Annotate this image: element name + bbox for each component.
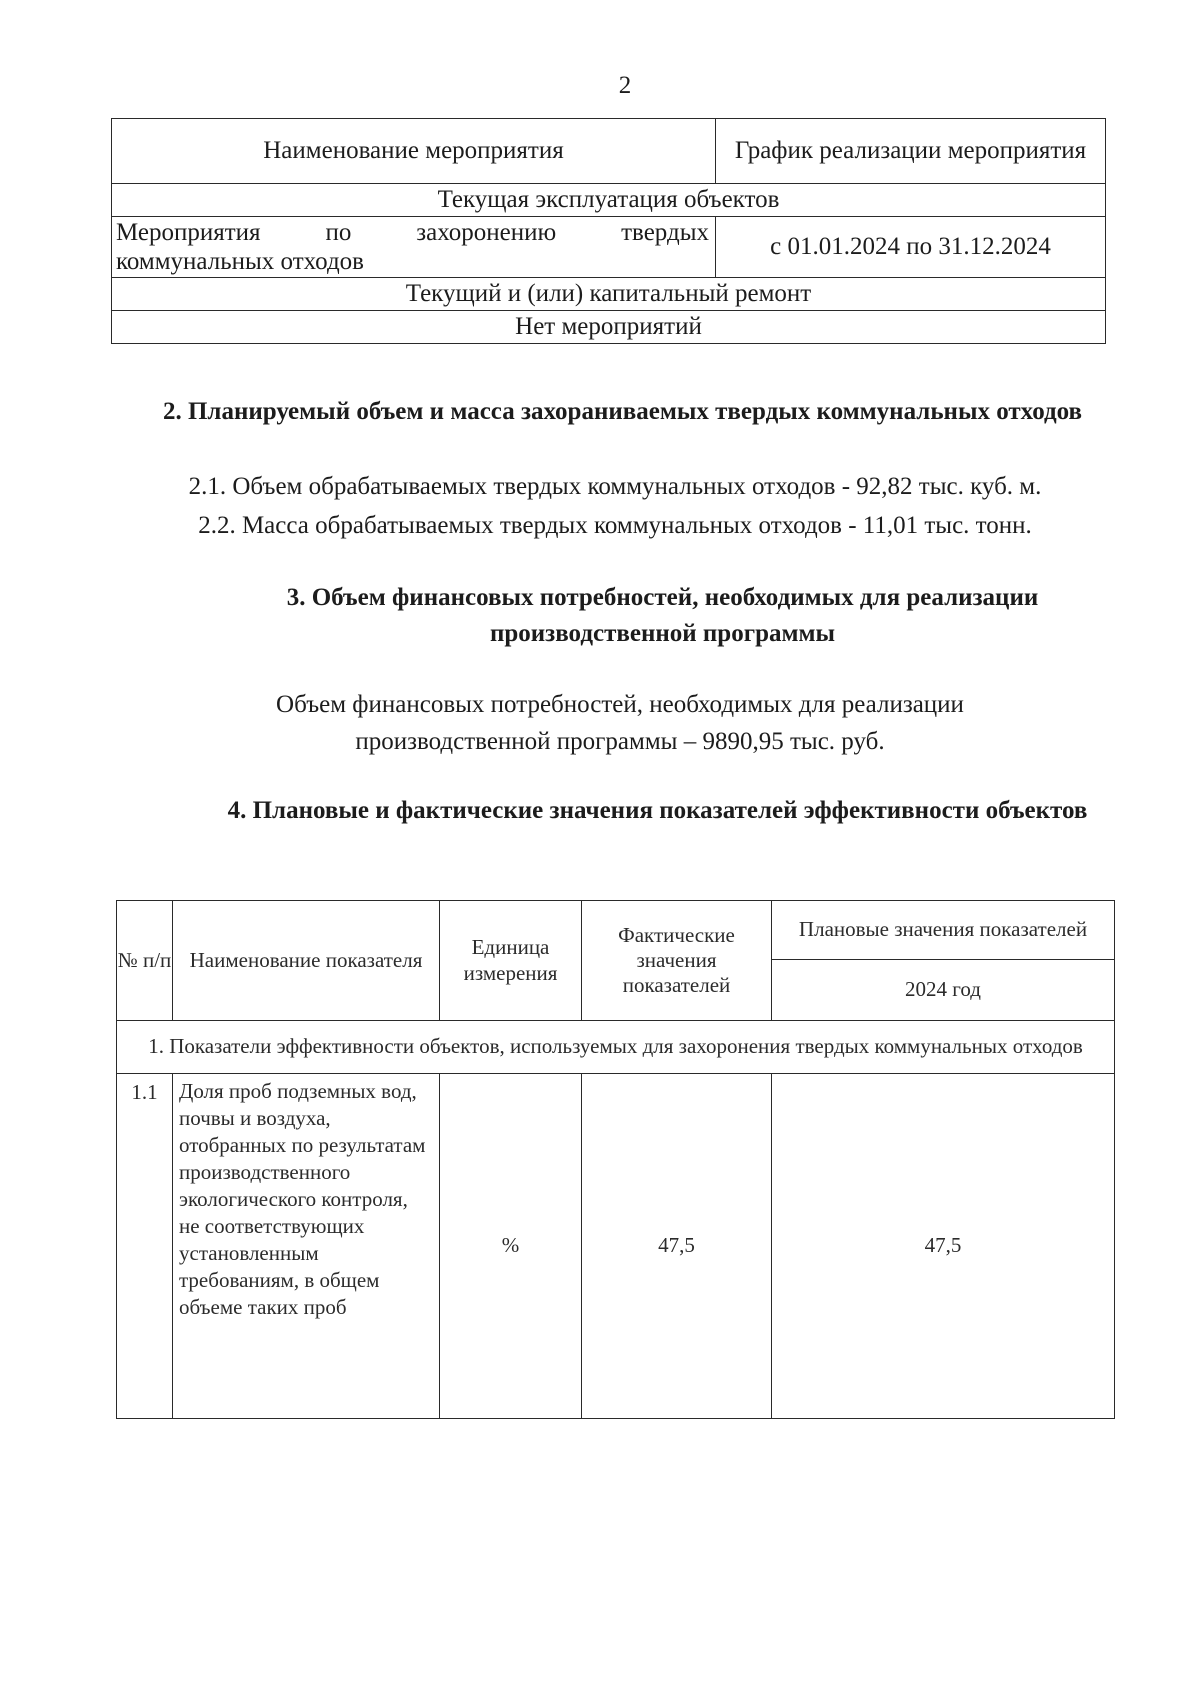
section-row-repair: [112, 278, 1106, 311]
section-row-operation: [112, 184, 1106, 217]
activity-row: [112, 217, 1106, 278]
section-title-operation: Текущая эксплуатация объектов: [112, 184, 1106, 217]
activities-table: [111, 118, 1106, 344]
row-unit: %: [440, 1074, 582, 1419]
row-planned-value: 47,5: [772, 1074, 1115, 1419]
page-number: 2: [618, 72, 632, 99]
indicators-section-row: [117, 1021, 1115, 1074]
header-unit: Единица измерения: [440, 901, 582, 1021]
activity-schedule: с 01.01.2024 по 31.12.2024: [716, 217, 1106, 278]
indicators-section-title: 1. Показатели эффективности объектов, используемых для захоронения твердых коммунальных отходов: [117, 1021, 1115, 1074]
header-num: № п/п: [117, 901, 173, 1021]
header-planned-values: Плановые значения показателей: [772, 901, 1115, 960]
activities-table-header: [112, 119, 1106, 184]
section-2-item-1: 2.1. Объем обрабатываемых твердых коммунальных отходов - 92,82 тыс. куб. м.: [188, 473, 1042, 500]
section-2-heading: 2. Планируемый объем и масса захораниваемых твердых коммунальных отходов: [162, 398, 1083, 425]
table-row: [117, 1074, 1115, 1419]
row-indicator-name: Доля проб подземных вод, почвы и воздуха, отобранных по результатам производственного экологического контроля, не соответствующих установленным требованиям, в общем объеме таких проб: [173, 1074, 440, 1419]
section-2-item-2: 2.2. Масса обрабатываемых твердых коммунальных отходов - 11,01 тыс. тонн.: [198, 512, 1032, 539]
col-header-schedule: График реализации мероприятия: [716, 119, 1106, 184]
indicators-table: [116, 900, 1115, 1419]
section-3-heading: 3. Объем финансовых потребностей, необходимых для реализации производственной программы: [286, 584, 1039, 647]
no-activities-row: [112, 311, 1106, 344]
header-year: 2024 год: [772, 960, 1115, 1021]
indicators-header-row: [117, 901, 1115, 960]
no-activities-text: Нет мероприятий: [112, 311, 1106, 344]
section-4-heading: 4. Плановые и фактические значения показателей эффективности объектов: [227, 797, 1088, 824]
activity-name-line-1: Мероприятия по захоронению твердых: [116, 219, 709, 247]
section-3-text: Объем финансовых потребностей, необходимых для реализации производственной программы – 9890,95 тыс. руб.: [276, 691, 964, 755]
header-actual-values: Фактические значения показателей: [582, 901, 772, 1021]
activity-name-line-2: коммунальных отходов: [116, 248, 364, 275]
row-actual-value: 47,5: [582, 1074, 772, 1419]
activity-name: [112, 217, 716, 278]
header-indicator-name: Наименование показателя: [173, 901, 440, 1021]
col-header-activity-name: Наименование мероприятия: [112, 119, 716, 184]
row-num: 1.1: [117, 1074, 173, 1419]
section-title-repair: Текущий и (или) капитальный ремонт: [112, 278, 1106, 311]
